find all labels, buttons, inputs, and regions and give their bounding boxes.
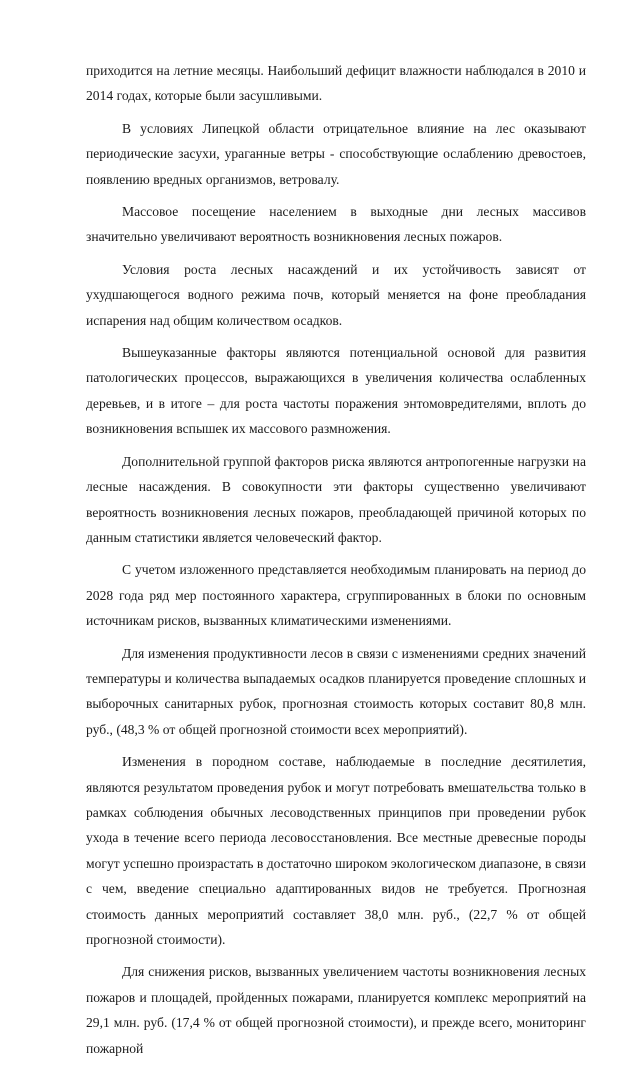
- paragraph-anthropogenic-factors: Дополнительной группой факторов риска являются антропогенные нагрузки на лесные насаждения. В совокупности эти факторы существенно увеличивают вероятность возникновения лесных пожаров, преобладающей причиной которых по данным статистики является человеческий фактор.: [86, 453, 586, 545]
- paragraph-species-composition: Изменения в породном составе, наблюдаемые в последние десятилетия, являются результатом проведения рубок и могут потребовать вмешательства только в рамках соблюдения обычных лесоводственных принципов при проведении рубок ухода в течение всего периода лесовосстановления. Все местные древесные породы могут успешно произрастать в достаточно широком экологическом диапазоне, в связи с чем, введение специально адаптированных видов не требуется. Прогнозная стоимость данных мероприятий составляет 38,0 млн. руб., (22,7 % от общей прогнозной стоимости).: [86, 754, 586, 947]
- paragraph-public-visits: Массовое посещение населением в выходные дни лесных массивов значительно увеличивают вероятность возникновения лесных пожаров.: [86, 204, 586, 245]
- paragraph-planning-2028: С учетом изложенного представляется необходимым планировать на период до 2028 года ряд мер постоянного характера, сгруппированных в блоки по основным источникам рисков, вызванных климатическими изменениями.: [86, 562, 586, 629]
- paragraph-growth-conditions: Условия роста лесных насаждений и их устойчивость зависят от ухудшающегося водного режима почв, который меняется на фоне преобладания испарения над общим количеством осадков.: [86, 261, 586, 328]
- paragraph-sanitary-felling: Для изменения продуктивности лесов в связи с изменениями средних значений температуры и количества выпадаемых осадков планируется проведение сплошных и выборочных санитарных рубок, прогнозная стоимость которых составит 80,8 млн. руб., (48,3 % от общей прогнозной стоимости всех мероприятий).: [86, 645, 586, 737]
- paragraph-pathology-factors: Вышеуказанные факторы являются потенциальной основой для развития патологических процессов, выражающихся в увеличения количества ослабленных деревьев, и в итоге – для роста частоты поражения энтомовредителями, вплоть до возникновения вспышек их массового размножения.: [86, 345, 586, 437]
- paragraph-drought-factors: В условиях Липецкой области отрицательное влияние на лес оказывают периодические засухи, ураганные ветры - способствующие ослаблению древостоев, появлению вредных организмов, ветровалу.: [86, 120, 586, 187]
- document-body: [86, 58, 586, 1068]
- paragraph-fire-risk: Для снижения рисков, вызванных увеличением частоты возникновения лесных пожаров и площадей, пройденных пожарами, планируется комплекс мероприятий на 29,1 млн. руб. (17,4 % от общей прогнозной стоимости), и прежде всего, мониторинг пожарной: [86, 964, 586, 1056]
- paragraph-continuation: приходится на летние месяцы. Наибольший дефицит влажности наблюдался в 2010 и 2014 годах, которые были засушливыми.: [86, 63, 586, 104]
